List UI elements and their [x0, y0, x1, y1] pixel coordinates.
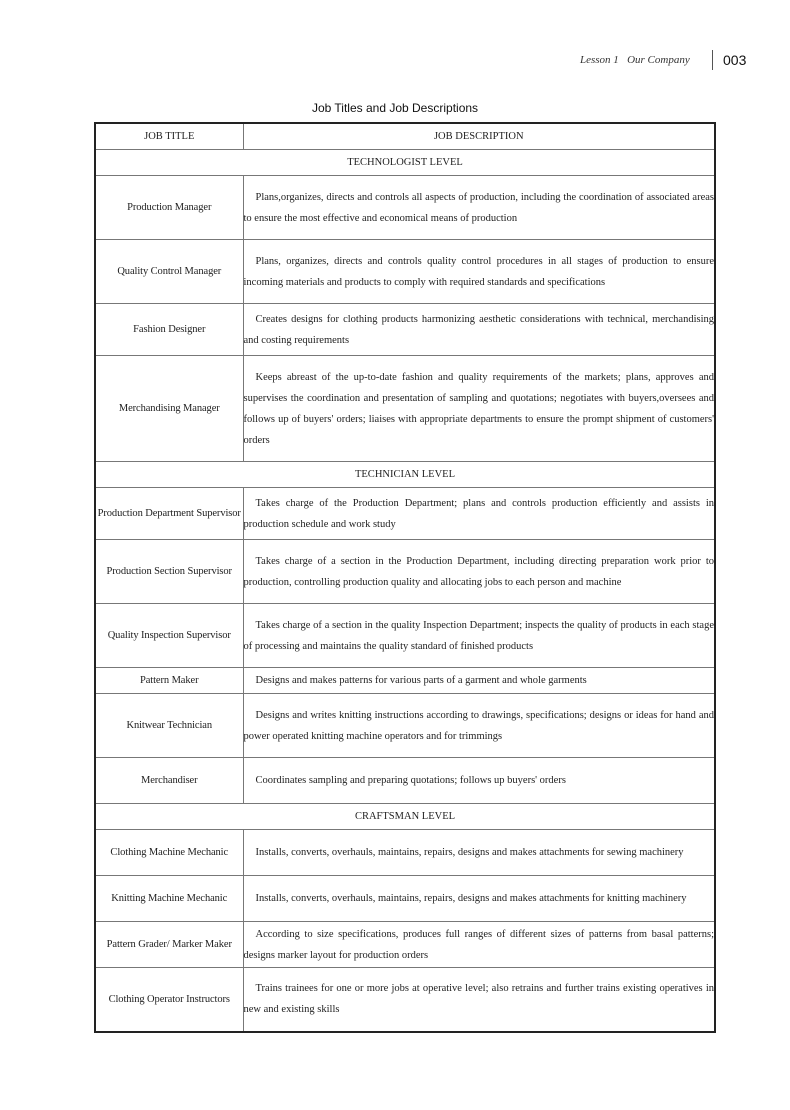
level-row: [95, 150, 715, 176]
level-row: [95, 462, 715, 488]
table-header-row: [95, 123, 715, 150]
job-title-cell: Pattern Maker: [95, 668, 243, 694]
job-description-cell: [243, 758, 715, 804]
level-heading: CRAFTSMAN LEVEL: [95, 804, 715, 830]
job-description-cell: [243, 240, 715, 304]
level-row: [95, 804, 715, 830]
job-title-cell: Merchandising Manager: [95, 356, 243, 462]
table-row: [95, 922, 715, 968]
table-row: [95, 758, 715, 804]
running-head-lesson: Lesson 1 Our Company: [580, 54, 690, 66]
job-title-cell: Quality Inspection Supervisor: [95, 604, 243, 668]
job-description-cell: [243, 876, 715, 922]
table-body: [95, 150, 715, 1032]
job-description-text: Takes charge of a section in the quality Inspection Department; inspects the quality of products in each stage of processing and maintains the quality standard of finished products: [243, 619, 714, 652]
job-title-cell: Production Manager: [95, 176, 243, 240]
running-head-divider: [712, 50, 713, 70]
job-description-cell: [243, 488, 715, 540]
job-description-cell: [243, 540, 715, 604]
table-row: [95, 240, 715, 304]
job-description-cell: [243, 830, 715, 876]
job-title-cell: Quality Control Manager: [95, 240, 243, 304]
table-row: [95, 488, 715, 540]
level-heading: TECHNICIAN LEVEL: [95, 462, 715, 488]
running-head: [560, 52, 760, 72]
table-row: [95, 304, 715, 356]
job-title-cell: Production Section Supervisor: [95, 540, 243, 604]
job-title-cell: Clothing Machine Mechanic: [95, 830, 243, 876]
job-description-cell: [243, 604, 715, 668]
job-description-text: Takes charge of a section in the Production Department, including directing preparation work prior to production, controlling production quality and allocating jobs to each person and machine: [243, 555, 714, 588]
job-description-cell: [243, 668, 715, 694]
job-description-cell: [243, 176, 715, 240]
table-row: [95, 830, 715, 876]
job-description-text: Plans,organizes, directs and controls all aspects of production, including the coordination of associated areas to ensure the most effective and economical means of production: [243, 191, 714, 224]
job-description-text: According to size specifications, produces full ranges of different sizes of patterns from basal patterns; designs marker layout for production orders: [243, 928, 714, 961]
job-title-cell: Knitwear Technician: [95, 694, 243, 758]
job-title-cell: Knitting Machine Mechanic: [95, 876, 243, 922]
header-job-title: JOB TITLE: [95, 123, 243, 150]
job-description-text: Installs, converts, overhauls, maintains, repairs, designs and makes attachments for sewing machinery: [255, 847, 684, 858]
job-title-cell: Pattern Grader/ Marker Maker: [95, 922, 243, 968]
job-description-text: Coordinates sampling and preparing quotations; follows up buyers' orders: [255, 775, 566, 786]
level-heading: TECHNOLOGIST LEVEL: [95, 150, 715, 176]
job-title-cell: Production Department Supervisor: [95, 488, 243, 540]
job-description-text: Installs, converts, overhauls, maintains, repairs, designs and makes attachments for knitting machinery: [255, 893, 687, 904]
job-title-cell: Fashion Designer: [95, 304, 243, 356]
table-row: [95, 540, 715, 604]
table-title: Job Titles and Job Descriptions: [311, 101, 479, 115]
table-row: [95, 668, 715, 694]
table-row: [95, 604, 715, 668]
job-description-text: Designs and makes patterns for various parts of a garment and whole garments: [255, 675, 587, 686]
job-description-text: Creates designs for clothing products harmonizing aesthetic considerations with technical, merchandising and costing requirements: [243, 313, 714, 346]
job-description-cell: [243, 356, 715, 462]
job-description-text: Trains trainees for one or more jobs at operative level; also retrains and further trains existing operatives in new and existing skills: [243, 983, 714, 1016]
job-description-cell: [243, 694, 715, 758]
header-job-description: JOB DESCRIPTION: [243, 123, 715, 150]
job-description-cell: [243, 304, 715, 356]
table-row: [95, 356, 715, 462]
job-description-cell: [243, 922, 715, 968]
job-description-text: Keeps abreast of the up-to-date fashion and quality requirements of the markets; plans, approves and supervises the coordination and presentation of sampling and quotations; negotiates with buyers,oversees and follows up of buyers' orders; liaises with appropriate departments to ensure the prompt shipment of customers' orders: [243, 371, 714, 446]
table-row: [95, 694, 715, 758]
job-description-text: Plans, organizes, directs and controls quality control procedures in all stages of production to ensure incoming materials and products to comply with required standards and specifications: [243, 255, 714, 288]
job-table: [94, 122, 716, 1033]
job-title-cell: Clothing Operator Instructors: [95, 968, 243, 1032]
job-title-cell: Merchandiser: [95, 758, 243, 804]
job-description-text: Takes charge of the Production Department; plans and controls production efficiently and assists in production schedule and work study: [243, 497, 714, 530]
job-description-cell: [243, 968, 715, 1032]
table-row: [95, 968, 715, 1032]
table-row: [95, 176, 715, 240]
page-number: 003: [723, 52, 747, 68]
table-row: [95, 876, 715, 922]
job-description-text: Designs and writes knitting instructions according to drawings, specifications; designs or ideas for hand and power operated knitting machine operators and for trimmings: [243, 709, 714, 742]
